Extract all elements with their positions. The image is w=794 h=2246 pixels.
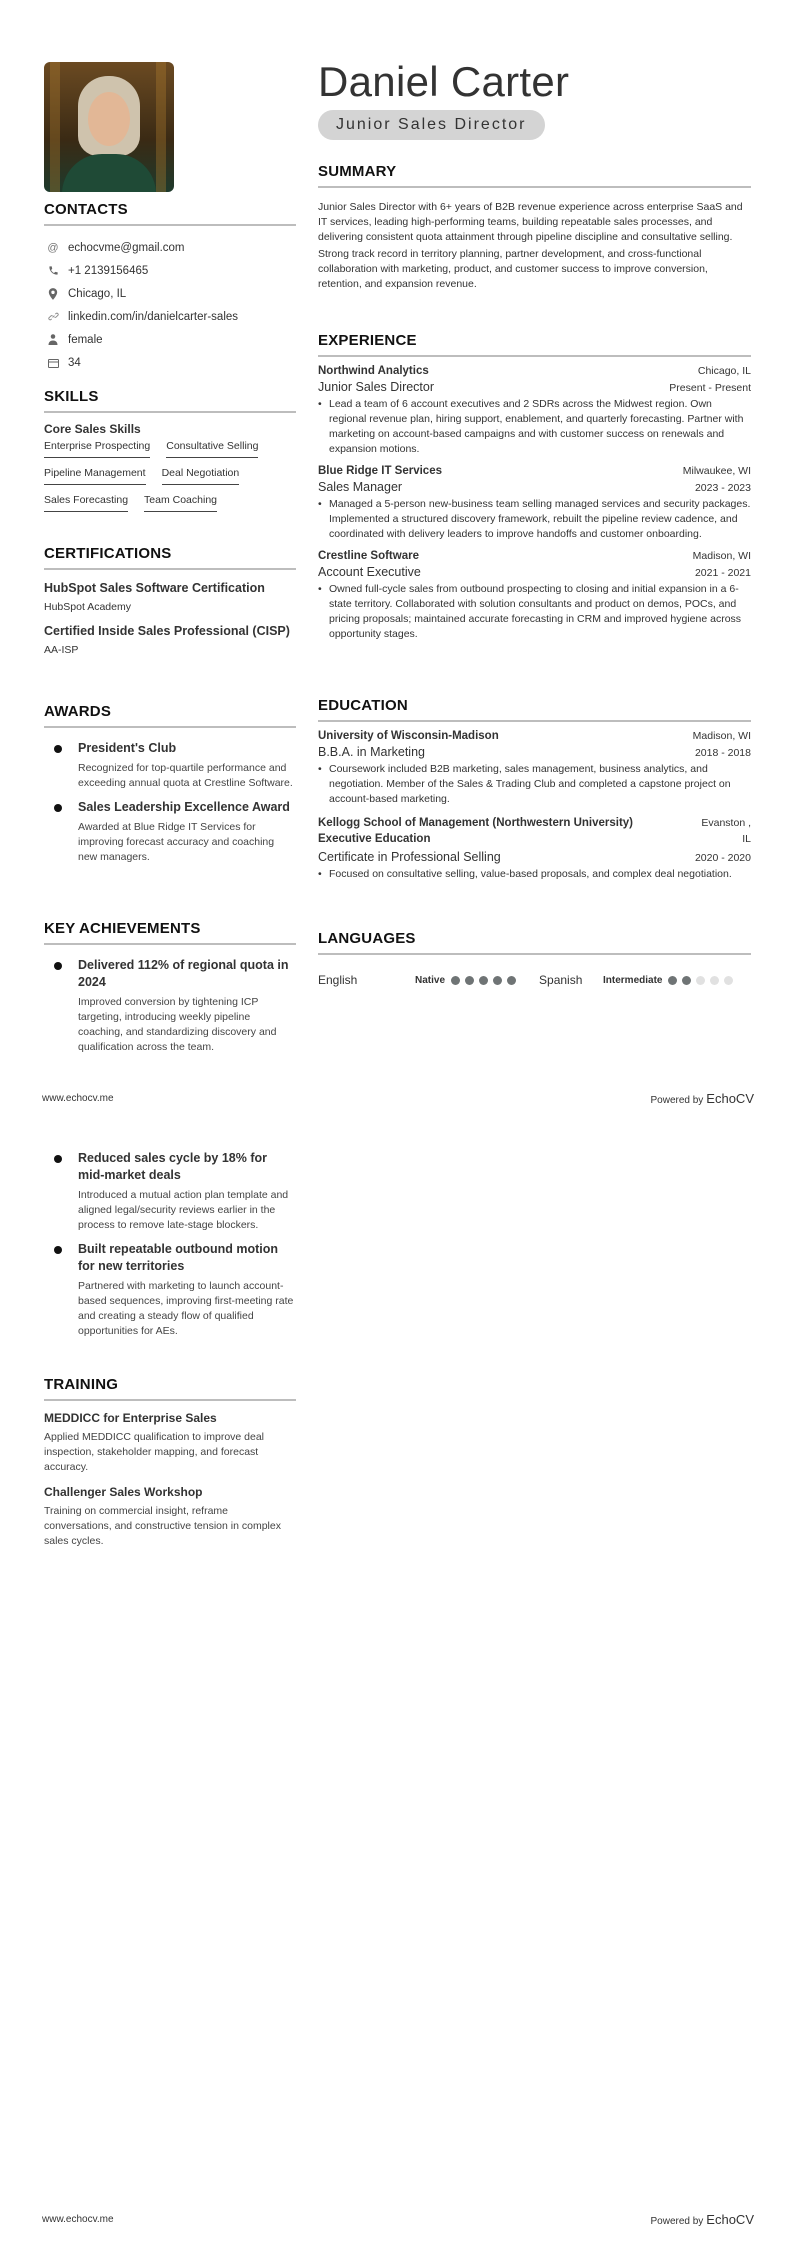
training-section [44,1376,296,1549]
company-name: Blue Ridge IT Services [318,465,442,477]
resume-page-2 [0,1122,794,2246]
cert-name: HubSpot Sales Software Certification [44,581,265,595]
person-icon [44,334,62,345]
entry-bullet-text: Focused on consultative selling, value-based proposals, and complex deal negotiation. [329,868,732,880]
entry-bullet-text: Owned full-cycle sales from outbound prospecting to closing and initial expansion in a 6-state territory. Collaborated with solution consultants and product on demos, POCs, and pricing proposals; maintained accurate forecasting in CRM and improved hygiene across opportunity stages. [329,583,742,640]
summary-paragraph: Junior Sales Director with 6+ years of B2B revenue experience across enterprise SaaS and IT services, leading high-performing teams, building repeatable sales processes, and delivering consistent quota attainment through pipeline discipline and consultative selling. [318,201,743,243]
skill-tag: Pipeline Management [44,465,146,485]
achievement-item [44,1150,296,1233]
achievement-desc: Improved conversion by tightening ICP targeting, introducing weekly pipeline coaching, and standardizing discovery and qualification across the team. [78,996,277,1053]
experience-section [318,332,751,642]
languages-section [318,930,751,987]
contact-email[interactable] [44,236,296,259]
entry-dates: 2023 - 2023 [694,482,751,494]
contact-value: +1 2139156465 [68,264,149,277]
link-icon [44,311,62,322]
rating-dot-empty-icon [696,976,705,985]
school-name: Kellogg School of Management (Northwestern University) Executive Education [318,817,634,845]
awards-section [44,703,296,873]
job-title: Sales Manager [318,480,403,494]
candidate-name: Daniel Carter [318,58,570,105]
contact-value: female [68,333,103,346]
language-level: Intermediate [603,974,663,986]
section-title: AWARDS [44,703,296,728]
bullet-icon [54,962,62,970]
bullet-icon: • [318,868,322,880]
language-name: English [318,973,358,987]
section-title: CERTIFICATIONS [44,545,296,570]
education-entry [318,730,751,807]
powered-by-label: Powered by [650,2216,704,2227]
powered-by-label: Powered by [650,1095,704,1106]
skill-tag: Consultative Selling [166,438,258,458]
language-level: Native [415,974,446,986]
bullet-icon [54,745,62,753]
certifications-section [44,545,296,656]
resume-page-1 [0,0,794,1122]
entry-location: Chicago, IL [697,365,751,377]
section-title: SKILLS [44,388,296,413]
skill-tags [44,438,296,519]
achievement-title: Reduced sales cycle by 18% for mid-market deals [78,1151,267,1182]
summary-paragraph: Strong track record in territory planning, partner development, and cross-functional collaboration with marketing, product, and customer success to improve conversion, retention, and expansion revenue. [318,248,708,290]
experience-entry [318,550,751,642]
bullet-icon: • [318,398,322,410]
contact-value: linkedin.com/in/danielcarter-sales [68,310,239,323]
contact-location [44,282,296,305]
award-desc: Recognized for top-quartile performance and exceeding annual quota at Crestline Software. [78,762,293,789]
rating-dot-filled-icon [451,976,460,985]
entry-dates: 2021 - 2021 [694,567,751,579]
entry-bullet-text: Managed a 5-person new-business team selling managed services and security packages. Implemented a structured discovery framework, rebuilt the pipeline review cadence, and coordinated with delivery leaders to improve handoffs and customer onboarding. [329,498,751,540]
bullet-icon [54,1246,62,1254]
degree-title: Certificate in Professional Selling [318,850,501,864]
language-name: Spanish [539,973,583,987]
achievements-section [44,920,296,1063]
achievement-item [44,957,296,1055]
award-title: President's Club [78,741,177,755]
degree-title: B.B.A. in Marketing [318,745,425,759]
summary-section [318,163,751,292]
experience-entry [318,465,751,542]
bullet-icon [54,1155,62,1163]
page-footer [42,2212,754,2227]
achievements-section-continued [44,1150,296,1347]
section-title: CONTACTS [44,201,296,226]
brand-logo[interactable]: EchoCV [706,1091,754,1106]
website-link[interactable]: www.echocv.me [42,2214,114,2225]
role-label: Junior Sales Director [336,116,527,133]
entry-location: Evanston , IL [701,817,751,845]
cert-name: Certified Inside Sales Professional (CISP) [44,624,290,638]
job-title: Account Executive [318,565,421,579]
entry-location: Madison, WI [692,550,751,562]
training-desc: Applied MEDDICC qualification to improve deal inspection, stakeholder mapping, and forecast accuracy. [44,1431,265,1473]
section-title: LANGUAGES [318,930,751,955]
school-name: University of Wisconsin-Madison [318,730,499,742]
rating-dot-filled-icon [493,976,502,985]
contact-phone[interactable] [44,259,296,282]
training-name: MEDDICC for Enterprise Sales [44,1411,217,1425]
contact-age [44,351,296,374]
contact-linkedin[interactable] [44,305,296,328]
phone-icon [44,265,62,276]
powered-by [650,2212,754,2227]
section-title: KEY ACHIEVEMENTS [44,920,296,945]
job-title: Junior Sales Director [318,380,435,394]
rating-dot-empty-icon [724,976,733,985]
company-name: Crestline Software [318,550,419,562]
entry-dates: 2018 - 2018 [694,747,751,759]
entry-location: Madison, WI [692,730,751,742]
achievement-desc: Introduced a mutual action plan template and aligned legal/security reviews earlier in the process to remove late-stage blockers. [78,1189,289,1231]
skill-tag: Sales Forecasting [44,492,128,512]
language-rating [668,976,738,985]
award-item [44,799,296,865]
section-title: EXPERIENCE [318,332,751,357]
rating-dot-filled-icon [682,976,691,985]
cert-issuer: AA-ISP [44,644,79,656]
company-name: Northwind Analytics [318,365,429,377]
achievement-desc: Partnered with marketing to launch account-based sequences, improving first-meeting rate and creating a steady flow of qualified opportunities for AEs. [78,1280,294,1337]
contacts-section [44,201,296,374]
entry-dates: 2020 - 2020 [694,852,751,864]
rating-dot-filled-icon [479,976,488,985]
rating-dot-empty-icon [710,976,719,985]
contact-value: echocvme@gmail.com [68,241,185,254]
calendar-icon [44,358,62,368]
entry-dates: Present - Present [669,382,751,394]
skills-section [44,388,296,519]
rating-dot-filled-icon [507,976,516,985]
skill-tag: Team Coaching [144,492,217,512]
experience-entry [318,365,751,457]
section-title: TRAINING [44,1376,296,1401]
achievement-item [44,1241,296,1339]
training-desc: Training on commercial insight, reframe conversations, and constructive tension in complex sales cycles. [44,1505,281,1547]
page-footer [42,1091,754,1106]
role-badge [318,110,545,140]
award-item [44,740,296,791]
contact-value: 34 [68,356,81,369]
bullet-icon: • [318,763,322,775]
entry-bullet-text: Coursework included B2B marketing, sales management, business analytics, and negotiation. Member of the Sales & Trading Club and completed a capstone project on account-based marketing. [329,763,731,805]
achievement-title: Delivered 112% of regional quota in 2024 [78,958,289,989]
website-link[interactable]: www.echocv.me [42,1093,114,1104]
location-pin-icon [44,288,62,300]
education-section [318,697,751,882]
education-entry [318,815,751,882]
language-rating [451,976,521,985]
training-name: Challenger Sales Workshop [44,1485,203,1499]
entry-bullet-text: Lead a team of 6 account executives and 2 SDRs across the Midwest region. Own regional revenue plan, hiring support, enablement, and quarterly forecasting. Partner with marketing on account-based campaigns and with customer success on renewals and expansion motions. [329,398,744,455]
entry-location: Milwaukee, WI [682,465,751,477]
cert-issuer: HubSpot Academy [44,601,131,613]
contact-value: Chicago, IL [68,287,127,300]
at-icon: @ [47,241,59,254]
skill-group-title: Core Sales Skills [44,422,141,436]
achievement-title: Built repeatable outbound motion for new territories [78,1242,278,1273]
profile-photo [44,62,174,192]
contact-gender [44,328,296,351]
skill-tag: Deal Negotiation [162,465,240,485]
rating-dot-filled-icon [668,976,677,985]
award-title: Sales Leadership Excellence Award [78,800,290,814]
bullet-icon: • [318,583,322,595]
section-title: SUMMARY [318,163,751,188]
brand-logo[interactable]: EchoCV [706,2212,754,2227]
powered-by [650,1091,754,1106]
award-desc: Awarded at Blue Ridge IT Services for improving forecast accuracy and coaching new managers. [78,821,275,863]
rating-dot-filled-icon [465,976,474,985]
section-title: EDUCATION [318,697,751,722]
skill-tag: Enterprise Prospecting [44,438,150,458]
bullet-icon: • [318,498,322,510]
bullet-icon [54,804,62,812]
